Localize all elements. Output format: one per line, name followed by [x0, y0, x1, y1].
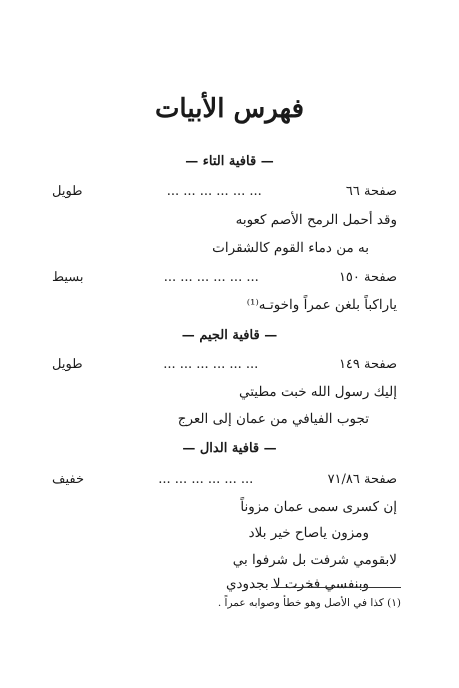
meter-name: خفيف: [52, 472, 84, 487]
section-heading-dal: — قافية الدال —: [182, 441, 277, 456]
verse-line: لابقومي شرفت بل شرفوا بي: [232, 552, 397, 568]
index-entry-jim: [52, 357, 397, 372]
section-heading-ta: — قافية التاء —: [185, 154, 274, 169]
verse-line: إليك رسول الله خبت مطيتي: [238, 384, 397, 400]
footnote: (١) كذا في الأصل وهو خطأ وصوابه عمراً .: [217, 597, 401, 609]
verse-line: ياراكباً بلغن عمراً واخوتـه⁽¹⁾: [246, 297, 397, 313]
leader-dots: ... ... ... ... ... ...: [163, 270, 259, 285]
verse-line: تجوب الفيافي من عمان إلى العرج: [177, 411, 369, 427]
meter-name: بسيط: [52, 270, 84, 285]
page-reference: صفحة ٦٦: [345, 184, 397, 199]
verse-line: إن كسرى سمى عمان مزوناً: [240, 499, 397, 515]
index-entry-ta: [52, 184, 397, 199]
meter-name: طويل: [52, 357, 83, 372]
leader-dots: ... ... ... ... ... ...: [166, 184, 262, 199]
verse-line: وبنفسي فخرت لا بجدودي: [225, 576, 369, 592]
meter-name: طويل: [52, 184, 83, 199]
page-reference: صفحة ١٥٠: [338, 270, 397, 285]
index-entry-ta-2: [52, 270, 397, 285]
verse-line: به من دماء القوم كالشقرات: [212, 240, 369, 256]
section-heading-jim: — قافية الجيم —: [181, 328, 278, 343]
index-entry-dal: [52, 472, 397, 487]
verse-line: ومزون ياصاح خير بلاد: [248, 525, 369, 541]
footnote-divider: [271, 587, 401, 588]
verse-line: وقد أحمل الرمح الأصم كعوبه: [235, 212, 397, 228]
page-title: فهرس الأبيات: [154, 94, 305, 124]
page-reference: صفحة ٧١/٨٦: [327, 472, 397, 487]
leader-dots: ... ... ... ... ... ...: [163, 357, 259, 372]
page-reference: صفحة ١٤٩: [338, 357, 397, 372]
leader-dots: ... ... ... ... ... ...: [158, 472, 254, 487]
